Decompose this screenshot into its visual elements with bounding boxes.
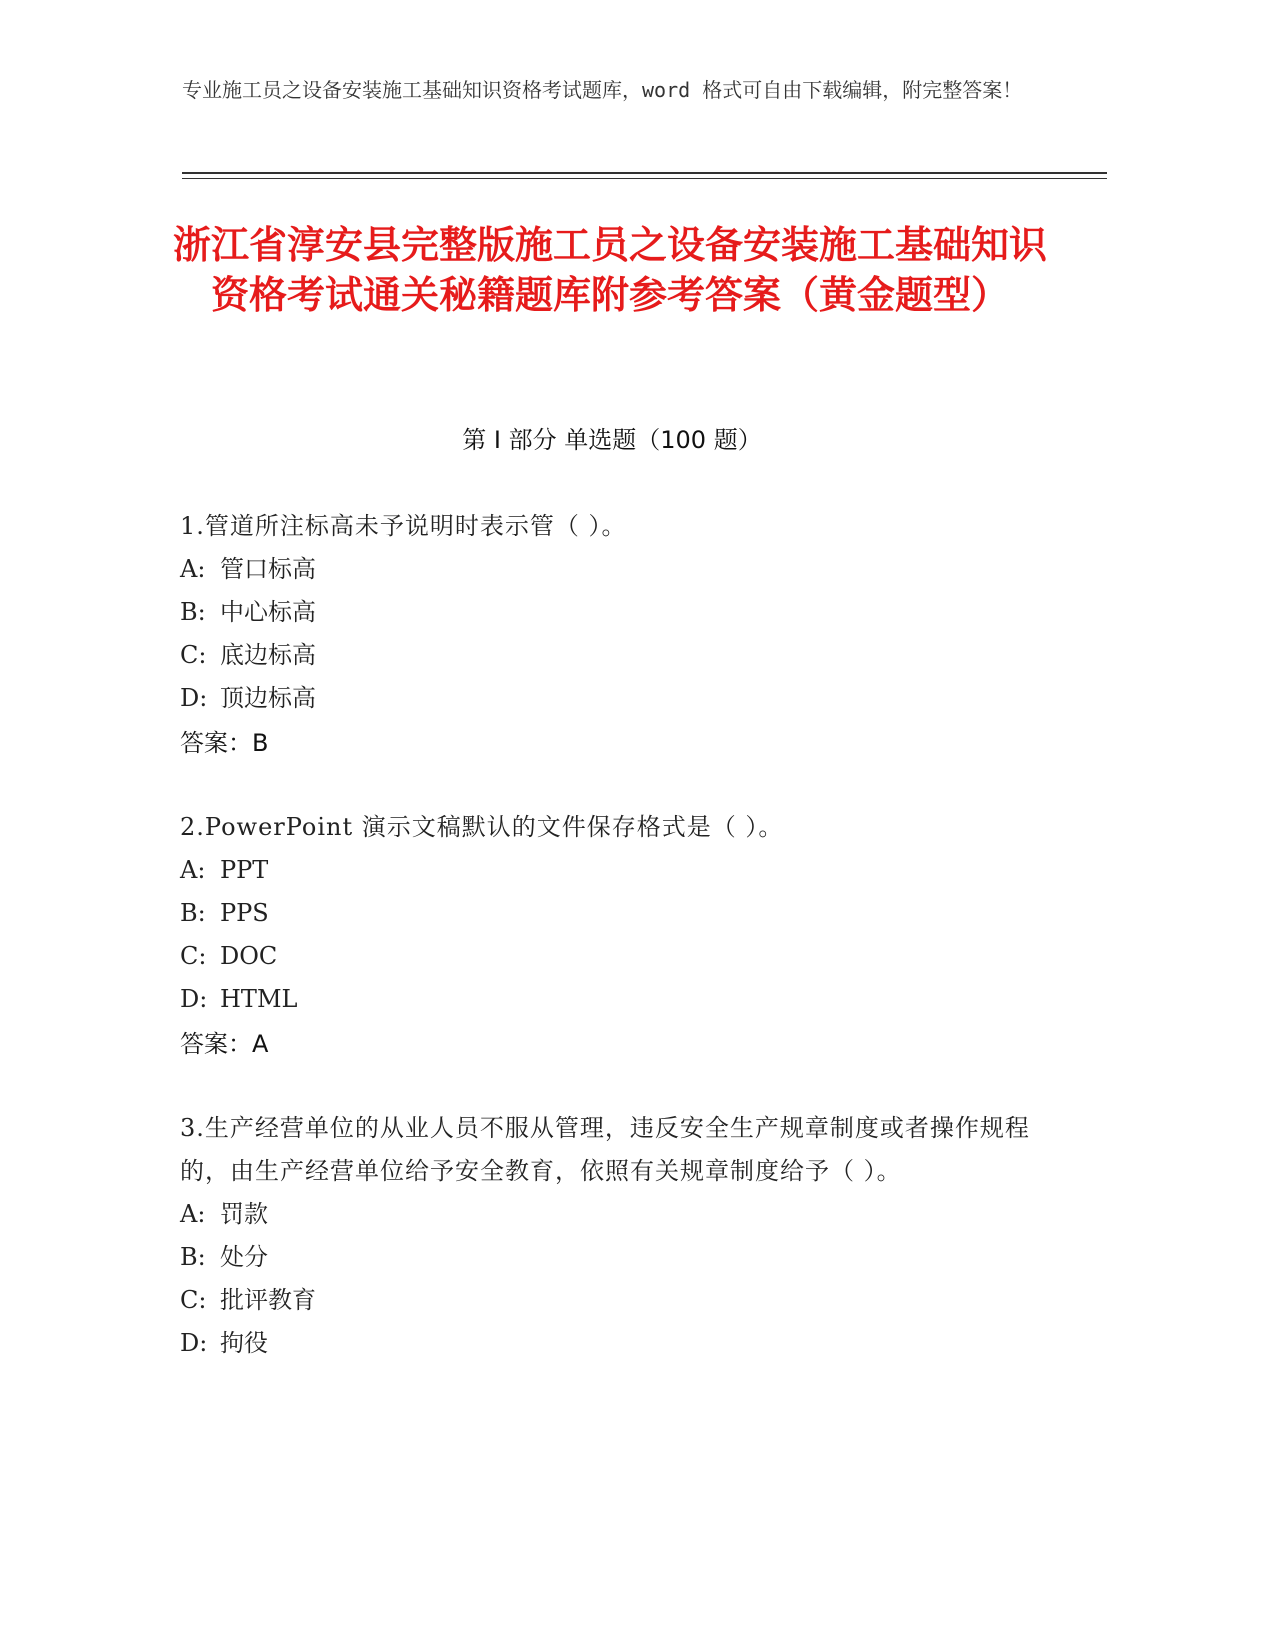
- option-text: 中心标高: [220, 598, 316, 626]
- option-text: PPS: [220, 899, 269, 927]
- option-a: [180, 1193, 1030, 1236]
- option-text: DOC: [220, 942, 278, 970]
- section-heading: 第 I 部分 单选题（100 题）: [462, 426, 762, 454]
- question-stem: 3.生产经营单位的从业人员不服从管理，违反安全生产规章制度或者操作规程的，由生产经营单位给予安全教育，依照有关规章制度给予（ ）。: [180, 1114, 1030, 1185]
- question-stem: 2.PowerPoint 演示文稿默认的文件保存格式是（ ）。: [180, 813, 784, 841]
- option-letter: A:: [180, 1200, 206, 1228]
- option-b: [180, 1236, 1030, 1279]
- option-letter: A:: [180, 555, 206, 583]
- option-letter: C:: [180, 1286, 207, 1314]
- option-text: HTML: [220, 985, 298, 1013]
- option-text: 批评教育: [220, 1286, 316, 1314]
- option-letter: A:: [180, 856, 206, 884]
- answer-line: 答案：A: [180, 1030, 269, 1058]
- option-text: 底边标高: [220, 641, 316, 669]
- option-a: [180, 548, 1030, 591]
- option-a: [180, 849, 1030, 892]
- answer-line: 答案：B: [180, 729, 269, 757]
- option-c: [180, 935, 1030, 978]
- document-header-note: 专业施工员之设备安装施工基础知识资格考试题库，word 格式可自由下载编辑，附完整答案！: [182, 78, 1023, 102]
- option-c: [180, 1279, 1030, 1322]
- header-divider-thin: [182, 178, 1107, 179]
- question-2: [180, 806, 1030, 1067]
- option-letter: B:: [180, 598, 206, 626]
- option-text: PPT: [220, 856, 269, 884]
- option-b: [180, 591, 1030, 634]
- option-text: 罚款: [220, 1200, 268, 1228]
- option-text: 处分: [220, 1243, 268, 1271]
- option-d: [180, 677, 1030, 720]
- option-letter: D:: [180, 985, 208, 1013]
- option-letter: B:: [180, 899, 206, 927]
- header-divider-thick: [182, 172, 1107, 174]
- option-text: 拘役: [220, 1329, 268, 1357]
- option-letter: C:: [180, 641, 207, 669]
- question-1: [180, 505, 1030, 766]
- option-letter: D:: [180, 684, 208, 712]
- question-stem: 1.管道所注标高未予说明时表示管（ ）。: [180, 512, 627, 540]
- option-letter: D:: [180, 1329, 208, 1357]
- option-letter: C:: [180, 942, 207, 970]
- option-text: 管口标高: [220, 555, 316, 583]
- document-title: 浙江省淳安县完整版施工员之设备安装施工基础知识资格考试通关秘籍题库附参考答案（黄金题型）: [172, 223, 1047, 317]
- option-b: [180, 892, 1030, 935]
- option-letter: B:: [180, 1243, 206, 1271]
- option-c: [180, 634, 1030, 677]
- question-3: [180, 1107, 1030, 1365]
- question-list: [180, 505, 1030, 1405]
- option-d: [180, 1322, 1030, 1365]
- option-text: 顶边标高: [220, 684, 316, 712]
- option-d: [180, 978, 1030, 1021]
